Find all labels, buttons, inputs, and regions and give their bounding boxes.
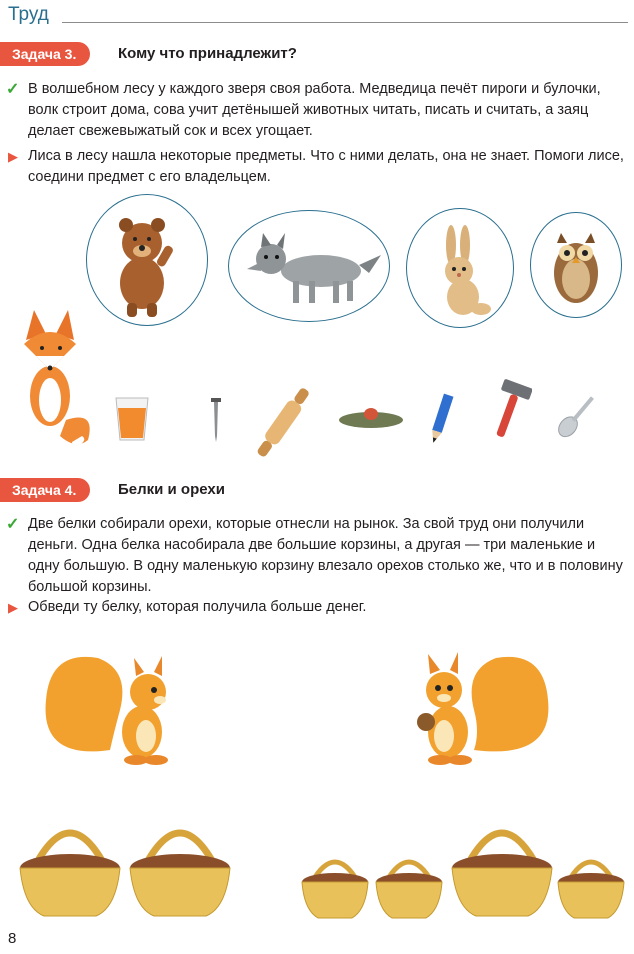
task-4-instruction: Обведи ту белку, которая получила больше денег. — [28, 599, 367, 615]
task-3-badge: Задача 3. — [0, 42, 90, 66]
section-title: Труд — [8, 4, 49, 25]
fox-illustration — [6, 300, 96, 450]
squirrel-icon — [40, 640, 180, 770]
wolf-oval[interactable] — [228, 210, 390, 322]
spoon-icon — [552, 388, 602, 444]
basket-icon — [124, 808, 236, 920]
basket-icon — [372, 846, 446, 922]
check-icon: ✓ — [6, 81, 20, 98]
basket-icon — [554, 846, 628, 922]
page-number: 8 — [8, 930, 17, 947]
triangle-bullet-icon: ▶ — [8, 149, 18, 164]
bear-oval[interactable] — [86, 194, 208, 326]
small-basket[interactable] — [372, 846, 446, 922]
basket-icon — [14, 808, 126, 920]
task-3-title: Кому что принадлежит? — [118, 45, 297, 62]
nail-icon — [206, 396, 226, 444]
wolf-icon — [229, 211, 389, 321]
squirrel-right[interactable] — [404, 640, 554, 770]
pencil[interactable] — [428, 392, 454, 446]
large-basket[interactable] — [446, 808, 558, 920]
small-basket[interactable] — [298, 846, 372, 922]
bear-icon — [87, 195, 207, 325]
fox-icon — [6, 300, 96, 450]
hammer[interactable] — [486, 378, 532, 444]
basket-icon — [446, 808, 558, 920]
owl-icon — [531, 213, 621, 317]
rolling-pin-icon — [254, 382, 314, 464]
check-icon: ✓ — [6, 516, 20, 533]
squirrel-icon — [404, 640, 554, 770]
owl-oval[interactable] — [530, 212, 622, 318]
hat-icon — [336, 402, 406, 432]
title-rule — [62, 22, 628, 23]
squirrel-left[interactable] — [40, 640, 180, 770]
rabbit-oval[interactable] — [406, 208, 514, 328]
large-basket[interactable] — [14, 808, 126, 920]
task-4-title: Белки и орехи — [118, 481, 225, 498]
glass-of-juice[interactable] — [112, 396, 152, 442]
rabbit-icon — [407, 209, 513, 327]
pencil-icon — [428, 392, 454, 446]
large-basket[interactable] — [124, 808, 236, 920]
hammer-icon — [486, 378, 532, 444]
rolling-pin[interactable] — [254, 382, 314, 464]
task-3-intro: В волшебном лесу у каждого зверя своя работа. Медведица печёт пироги и булочки, волк строит дома, сова учит детёнышей животных читать, писать и считать, а заяц делает свежевыжатый сок и всех угощает. — [28, 81, 601, 139]
nail[interactable] — [206, 396, 226, 444]
spoon[interactable] — [552, 388, 602, 444]
glass-icon — [112, 396, 152, 442]
small-basket[interactable] — [554, 846, 628, 922]
task-4-badge: Задача 4. — [0, 478, 90, 502]
hat[interactable] — [336, 402, 406, 432]
triangle-bullet-icon: ▶ — [8, 600, 18, 615]
basket-icon — [298, 846, 372, 922]
task-4-intro: Две белки собирали орехи, которые отнесли на рынок. За свой труд они получили деньги. Одна белка насобирала две большие корзины, а другая — три маленькие и одну большую. В одну маленькую корзину влезало орехов столько же, что и в половину большой корзины. — [28, 516, 623, 595]
task-3-instruction: Лиса в лесу нашла некоторые предметы. Что с ними делать, она не знает. Помоги лисе, соедини предмет с его владельцем. — [28, 148, 624, 185]
